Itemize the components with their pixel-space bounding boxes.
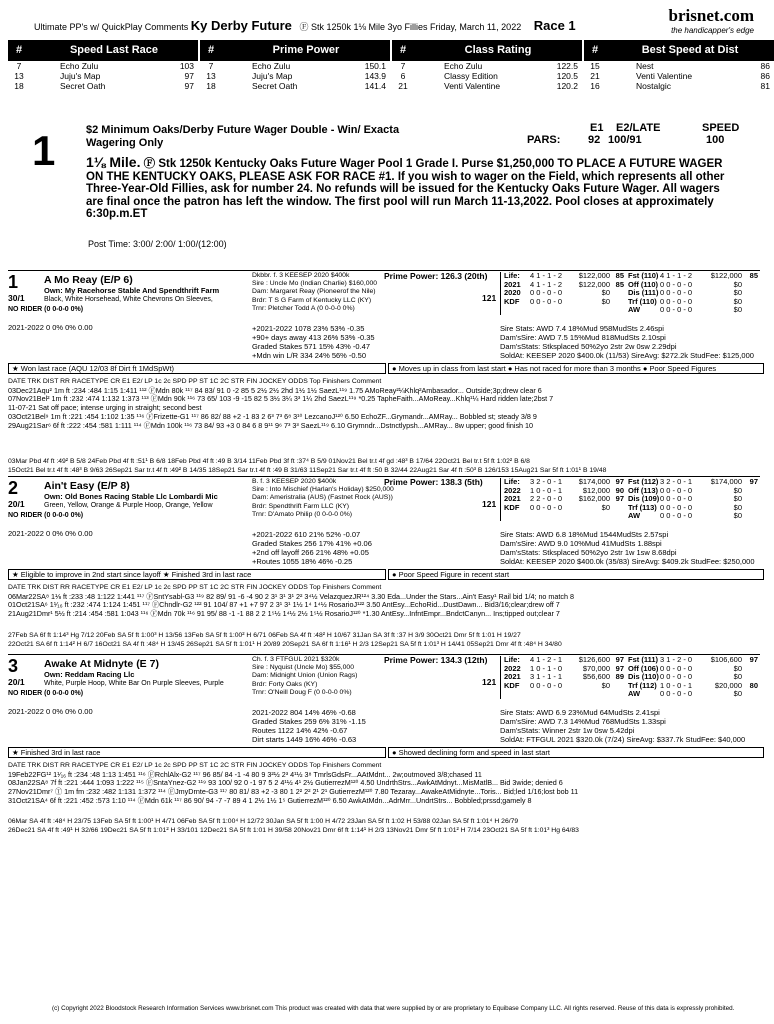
product-name: Ultimate PP's w/ QuickPlay Comments	[34, 22, 189, 32]
lifetime-record	[500, 478, 766, 521]
panel-row: 21 Venti Valentine 120.2	[398, 81, 578, 91]
positive-comments: ★ Finished 3rd in last race	[8, 747, 386, 758]
breeding-info: B. f. 3 KEESEP 2020 $400k Sire : Into Mischief (Harlan's Holiday) $250,000 Dam: Ameristralia (AUS) (Fastnet Rock (AUS)) Brdr: Spendthrift Farm LLC (KY) Trnr: D'Amato Philip (0 0-0-0 0%)	[252, 478, 394, 518]
pp-line: 19Feb22FG¹² 1¹⁄₁₆ ft :234 :48 1:13 1:451 ¹¹⁶ ⒻRchlAlx-G2 ¹¹⁷ 96 85/ 84 -1 -4 80 9 3²½ 2³ 4¹½ 3⁸ TmrlsGdsFr...AAtMdnt... 2w;outmoved 3/8;chased 11	[8, 769, 482, 779]
record-row: 2022 1 0 - 1 - 0 $70,000 97 Off (106) 0 0 - 0 - 0 $0	[504, 663, 742, 673]
prime-power: Prime Power: 138.3 (5th)	[384, 477, 483, 487]
horse-name: A Mo Reay (E/P 6)	[44, 274, 133, 286]
panel-row: 16 Nostalgic 81	[590, 81, 770, 91]
summary-panels	[8, 40, 774, 91]
negative-comments: ● Showed declining form and speed in last start	[388, 747, 764, 758]
workouts: 06Mar SA 4f ft :48⁴ H 23/75 13Feb SA 5f ft 1:00¹ H 4/71 06Feb SA 5f ft 1:00⁴ H 12/72 30Jan SA 5f ft 1:00 H 4/72 23Jan SA 5f ft 1:02 H 53/88 02Jan SA 5f ft 1:01⁴ H 26/79 26Dec21 SA 4f ft :49¹ H 32/66 19Dec21 SA 5f ft 1:01² H 33/101 12Dec21 SA 5f ft 1:01 H 39/58 20Nov21 Dmr 6f ft 1:14¹ H 2/3 13Nov21 Dmr 5f ft 1:01² H 7/14 23Oct21 SA 5f ft 1:01³ Hg 64/83	[8, 818, 579, 834]
record-row: Life: 3 2 - 0 - 1 $174,000 97 Fst (112) 3 2 - 0 - 1 $174,000 97	[504, 477, 758, 486]
pp-line: 31Oct21SA⁴ 6f ft :221 :452 :573 1:10 ¹¹⁴ ⒻMdn 61k ¹¹⁷ 86 90/ 94 -7 -7 89 4 1 2½ 1½ 1⁵ GutierrezM¹²⁰ 6.50 AwkAtMdn...AdrMrr...UndrtStrs... Bobbled;prssd;gamely 8	[8, 795, 532, 805]
record-row: AW 0 0 - 0 - 0 $0	[628, 689, 742, 699]
morning-line-odds: 20/1	[8, 677, 25, 687]
morning-line-odds: 20/1	[8, 499, 25, 509]
conditions-text: Ⓕ Stk 1250k Kentucky Oaks Future Wager Pool 1 Grade I. Purse $1,250,000 TO PLACE A FUTURE WAGER ON THE KENTUCKY OAKS, PLEASE ASK FOR RACE #1. If you wish to wager on the Field, which represents all other Three-Year-Old Fillies, ask for number 24. No refunds will be issued for the Kentucky Oaks Future Wager. All wagers are final once the patron has left the window. The first pool will run March 11-13,2022. Pool closes at approximately 6:30p.m.ET	[86, 158, 725, 220]
panel-title: Prime Power	[272, 44, 340, 57]
owner: Own: Reddam Racing Llc	[44, 670, 135, 679]
race-label: Race 1	[533, 18, 576, 33]
pp-line: 07Nov21Bel² 1m ft :232 :474 1:132 1:373 ¹¹³ ⒻMdn 90k ¹¹⁶ 73 65/ 103 -9 -15 82 5 3½ 3¼ 3³ 1¼ 2hd SaezL¹¹⁹ *0.25 TapheFaith...AMoReay...Khlq¹¼ Hard ridden late;2bst 7	[8, 394, 554, 404]
horse-name: Awake At Midnyte (E 7)	[44, 658, 159, 670]
workouts: 03Mar Pbd 4f ft :49² B 5/8 24Feb Pbd 4f ft :51¹ B 6/8 18Feb Pbd 4f ft :49 B 3/14 11Feb Pbd 3f ft :37⁴ B 5/9 01Nov21 Bel tr.t 4f gd :48³ B 17/64 22Oct21 Bel tr.t 5f ft 1:02² B 6/8 15Oct21 Bel tr.t 4f ft :48³ B 9/63 26Sep21 Sar tr.t 4f ft :49² B 14/35 18Sep21 Sar tr.t 4f ft :49 B 31/63 11Sep21 Sar tr.t 4f ft :50 B 32/44 22Aug21 Sar 4f ft :50³ B 126/153 15Aug21 Sar 5f ft 1:01¹ B 19/48	[8, 458, 607, 474]
panel-class-rating: # Class Rating 7 Echo Zulu 122.5 6 Classy Edition 120.5 21 Venti Valentine 120.2	[392, 40, 582, 91]
panel-best-speed: # Best Speed at Dist 15 Nest 86 21 Venti Valentine 86 16 Nostalgic 81	[584, 40, 774, 91]
record-row: 2021 2 2 - 0 - 0 $162,000 97 Dis (109) 0 0 - 0 - 0 $0	[504, 494, 742, 504]
record-row: KDF 0 0 - 0 - 0 $0 Trf (112) 1 0 - 0 - 1 $20,000 80	[504, 680, 758, 690]
pp-line: 03Dec21Aqu² 1m ft :234 :484 1:15 1:411 ¹¹² ⒻMdn 80k ¹¹⁷ 84 83/ 91 0 -2 85 5 2½ 2½ 2hd 1½ 1½ SaezL¹¹⁹ 1.75 AMoReay²¼Khlq²Ambasador... Outside;3p;drew clear 6	[8, 385, 542, 395]
par-headers: E1 E2/LATE SPEED	[590, 122, 740, 134]
record-row: Life: 4 1 - 2 - 1 $126,600 97 Fst (111) 3 1 - 2 - 0 $106,600 97	[504, 655, 758, 664]
panel-title: Best Speed at Dist	[641, 44, 739, 57]
pedigree-stats: Sire Stats: AWD 7.4 18%Mud 958MudSts 2.46spi Dam'sSire: AWD 7.5 15%Mud 818MudSts 2.10spi Dam'sStats: Stksplaced 50%2yo 2str 2w 0sw 2.29dpi SoldAt: KEESEP 2020 $400.0k (11/53) SireAvg: $272.2k StudFee: $125,000	[500, 324, 754, 360]
horse-number: 1	[8, 272, 19, 292]
pp-line: 03Oct21Bel⁹ 1m ft :221 :454 1:102 1:35 ¹¹⁶ ⒻFrizette-G1 ¹¹⁷ 86 82/ 88 +2 -1 83 2 6³ 7³ 6⁸ 3¹⁰ LezcanoJ¹²⁰ 6.50 EchoZF...Grymandr...AMRay... Bobbled st; steady 3/8 9	[8, 411, 537, 421]
pp-header: DATE TRK DIST RR RACETYPE CR E1 E2/ LP 1c 2c SPD PP ST 1C 2C STR FIN JOCKEY ODDS Top Finishers Comment	[8, 762, 382, 769]
horse-number: 3	[8, 656, 19, 676]
panel-speed-last-race: # Speed Last Race 7 Echo Zulu 103 13 Juju's Map 97 18 Secret Oath 97	[8, 40, 198, 91]
panel-row: 7 Echo Zulu 150.1	[208, 61, 386, 71]
pp-line: 11-07-21 Sat off pace; intense urging in straight; second best	[8, 403, 202, 413]
lifetime-record	[500, 656, 766, 699]
panel-prime-power: # Prime Power 7 Echo Zulu 150.1 13 Juju's Map 143.9 18 Secret Oath 141.4	[200, 40, 390, 91]
record-row: KDF 0 0 - 0 - 0 $0 Trf (113) 0 0 - 0 - 0 $0	[504, 502, 742, 512]
record-row: AW 0 0 - 0 - 0 $0	[628, 511, 742, 521]
silks: Green, Yellow, Orange & Purple Hoop, Orange, Yellow	[44, 502, 213, 509]
brand-tagline: the handicapper's edge	[671, 25, 754, 35]
jockey-year-stats: 2021-2022 0 0% 0% 0.00	[8, 323, 93, 332]
prime-power: Prime Power: 126.3 (20th)	[384, 271, 488, 281]
record-row: Life: 4 1 - 1 - 2 $122,000 85 Fst (110) 4 1 - 1 - 2 $122,000 85	[504, 271, 758, 280]
wager-text: $2 Minimum Oaks/Derby Future Wager Double - Win/ Exacta Wagering Only	[86, 124, 400, 149]
panel-row: 13 Juju's Map 143.9	[206, 71, 386, 81]
pp-line: 06Mar22SA⁸ 1⅛ ft :233 :48 1:122 1:441 ¹¹⁷ ⒻSntYsabl-G3 ¹¹⁹ 82 89/ 91 -6 -4 90 2 3¹ 3¹ 3¹ 2² 3⁴½ VelazquezJR¹²⁴ 3.30 Eda...Under the Stars...Ain't Easy¹ Rail bid 1/4; no match 8	[8, 591, 574, 601]
weight: 121	[482, 293, 497, 303]
header-line	[34, 19, 576, 34]
prime-power: Prime Power: 134.3 (12th)	[384, 655, 488, 665]
pp-header: DATE TRK DIST RR RACETYPE CR E1 E2/ LP 1c 2c SPD PP ST 1C 2C STR FIN JOCKEY ODDS Top Finishers Comment	[8, 378, 382, 385]
pp-line: 01Oct21SA⁶ 1¹⁄₁₆ ft :232 :474 1:124 1:451 ¹¹⁷ ⒻChndlr-G2 ¹²² 91 104/ 87 +1 +7 97 2 3¹ 3¹ 1½ 1⁴ 1⁴½ RosarioJ¹²² 3.50 AntEsy...EchoRid...DustDawn... Bid3/16;clear;drew off 7	[8, 600, 560, 610]
jockey-year-stats: 2021-2022 0 0% 0% 0.00	[8, 707, 93, 716]
record-row: KDF 0 0 - 0 - 0 $0 Trf (110) 0 0 - 0 - 0 $0	[504, 296, 742, 306]
panel-row: 6 Classy Edition 120.5	[400, 71, 578, 81]
pp-line: 21Aug21Dmr¹ 5½ ft :214 :454 :581 1:043 ¹¹⁶ ⒻMdn 70k ¹¹⁶ 91 95/ 88 -1 -1 88 2 2 1⁵½ 1⁴½ 2½ 1⁵½ RosarioJ¹²⁰ *1.30 AntEsy...InfntEmpr...BndctCanyn... Ins;tipped out;clear 7	[8, 609, 560, 619]
owner: Own: Old Bones Racing Stable Llc Lombardi Mic	[44, 492, 218, 501]
breeding-info: Ch. f. 3 FTFGUL 2021 $320k Sire : Nyquist (Uncle Mo) $55,000 Dam: Midnight Union (Union Rags) Brdr: Forty Oaks (KY) Trnr: O'Neill Doug F (0 0-0-0 0%)	[252, 656, 358, 696]
trainer-stats: 2021-2022 804 14% 46% -0.68 Graded Stakes 259 6% 31% -1.15 Routes 1122 14% 42% -0.67 Dirt starts 1449 16% 46% -0.63	[252, 708, 366, 744]
pedigree-stats: Sire Stats: AWD 6.8 18%Mud 1544MudSts 2.57spi Dam'sSire: AWD 9.0 10%Mud 41MudSts 1.88spi Dam'sStats: Stksplaced 50%2yo 2str 1w 1sw 8.68dpi SoldAt: KEESEP 2020 $400.0k (35/83) SireAvg: $409.2k StudFee: $250,000	[500, 530, 755, 566]
race-distance: 1⅛ Mile.	[86, 154, 141, 170]
record-row: 2021 3 1 - 1 - 1 $56,600 89 Dis (110) 0 0 - 0 - 0 $0	[504, 672, 742, 682]
pedigree-stats: Sire Stats: AWD 6.9 23%Mud 64MudSts 2.41spi Dam'sSire: AWD 7.3 14%Mud 768MudSts 1.33spi Dam'sStats: Winner 2str 1w 0sw 5.42dpi SoldAt: FTFGUL 2021 $320.0k (7/24) SireAvg: $337.7k StudFee: $40,000	[500, 708, 746, 744]
panel-title: Speed Last Race	[69, 44, 159, 57]
weight: 121	[482, 499, 497, 509]
panel-row: 13 Juju's Map 97	[14, 71, 194, 81]
horse-name: Ain't Easy (E/P 8)	[44, 480, 130, 492]
brand-name: brisnet.com	[668, 6, 754, 25]
panel-row: 15 Nest 86	[590, 61, 770, 71]
panel-title: Class Rating	[464, 44, 532, 57]
horse-number: 2	[8, 478, 19, 498]
post-time: Post Time: 3:00/ 2:00/ 1:00/(12:00)	[88, 239, 227, 249]
rider: NO RIDER (0 0-0-0 0%)	[8, 306, 84, 313]
panel-row: 7 Echo Zulu 103	[16, 61, 194, 71]
negative-comments: ● Moves up in class from last start ● Has not raced for more than 3 months ● Poor Speed Figures	[388, 363, 764, 374]
event-title: Ky Derby Future	[190, 18, 292, 33]
past-performances	[8, 584, 574, 619]
jockey-year-stats: 2021-2022 0 0% 0% 0.00	[8, 529, 93, 538]
brand	[669, 6, 754, 35]
panel-row: 18 Secret Oath 97	[14, 81, 194, 91]
pp-header: DATE TRK DIST RR RACETYPE CR E1 E2/ LP 1c 2c SPD PP ST 1C 2C STR FIN JOCKEY ODDS Top Finishers Comment	[8, 584, 382, 591]
silks: Black, White Horsehead, White Chevrons On Sleeves,	[44, 296, 213, 303]
morning-line-odds: 30/1	[8, 293, 25, 303]
trainer-stats: +2021-2022 1078 23% 53% -0.35 +90+ days away 413 26% 53% -0.35 Graded Stakes 571 15% 43% -0.47 +Mdn win L/R 334 24% 56% -0.50	[252, 324, 375, 360]
horse-entry-3	[8, 656, 764, 856]
panel-row: 7 Echo Zulu 122.5	[400, 61, 578, 71]
silks: White, Purple Hoop, White Bar On Purple Sleeves, Purple	[44, 680, 224, 687]
positive-comments: ★ Won last race (AQU 12/03 8f Dirt ft 1MdSpWt)	[8, 363, 386, 374]
rider: NO RIDER (0 0-0-0 0%)	[8, 512, 84, 519]
owner: Own: My Racehorse Stable And Spendthrift Farm	[44, 286, 220, 295]
par-values: 92 100/91 100	[588, 134, 725, 146]
panel-row: 21 Venti Valentine 86	[590, 71, 770, 81]
positive-comments: ★ Eligible to improve in 2nd start since layoff ★ Finished 3rd in last race	[8, 569, 386, 580]
breeding-info: Dkbbr. f. 3 KEESEP 2020 $400k Sire : Uncle Mo (Indian Charlie) $160,000 Dam: Margaret Reay (Pioneerof the Nile) Brdr: T S G Farm of Kentucky LLC (KY) Trnr: Pletcher Todd A (0 0-0-0 0%)	[252, 272, 378, 312]
negative-comments: ● Poor Speed Figure in recent start	[388, 569, 764, 580]
panel-row: 18 Secret Oath 141.4	[206, 81, 386, 91]
pp-line: 29Aug21Sar⁶ 6f ft :222 :454 :581 1:111 ¹¹⁴ ⒻMdn 100k ¹¹⁶ 73 84/ 93 +3 0 84 6 8 9¹¹ 9⁶ 7³ 3³ SaezL¹¹⁹ 6.10 Grymndr...Dstnctlypsh...AMRay... 8w upper; good finish 10	[8, 420, 534, 430]
record-row: 2021 4 1 - 1 - 2 $122,000 85 Off (110) 0 0 - 0 - 0 $0	[504, 279, 742, 289]
lifetime-record	[500, 272, 766, 315]
trainer-stats: +2021-2022 610 21% 52% -0.07 Graded Stakes 256 17% 41% +0.06 +2nd off layoff 266 21% 48% +0.05 +Routes 1055 18% 46% -0.25	[252, 530, 372, 566]
copyright-footer: (c) Copyright 2022 Bloodstock Research Information Services www.brisnet.com This product was created with data that were supplied by or are proprietary to Equibase Company LLC. All rights reserved. Reuse of this data is expressly prohibited.	[52, 1005, 735, 1012]
race-info: Ⓕ Stk 1250k 1⅛ Mile 3yo Fillies Friday, March 11, 2022	[299, 22, 522, 32]
past-performances	[8, 762, 578, 806]
record-row: 2020 0 0 - 0 - 0 $0 Dis (111) 0 0 - 0 - 0 $0	[504, 288, 742, 298]
pp-line: 08Jan22SA⁸ 7f ft :221 :444 1:093 1:222 ¹¹⁵ ⒻSntaYnez-G2 ¹¹⁹ 93 100/ 92 0 -1 97 5 2 4¹½ 4¹ 2½ GutierrezM¹²⁰ 4.50 UndrthStrs...AwkAtMdnyt...MisMatlB... Bid 3wide; denied 6	[8, 778, 563, 788]
weight: 121	[482, 677, 497, 687]
horse-entry-1	[8, 272, 764, 480]
rider: NO RIDER (0 0-0-0 0%)	[8, 690, 84, 697]
record-row: 2022 1 0 - 0 - 1 $12,000 90 Off (113) 0 0 - 0 - 0 $0	[504, 485, 742, 495]
race-conditions	[86, 156, 726, 221]
pars-label: PARS:	[527, 134, 561, 146]
race-number: 1	[32, 127, 56, 174]
workouts: 27Feb SA 6f ft 1:14³ Hg 7/12 20Feb SA 5f ft 1:00³ H 13/56 13Feb SA 5f ft 1:00² H 6/71 06Feb SA 4f ft :48² H 10/67 31Jan SA 3f ft :37 H 3/9 30Oct21 Dmr 5f ft 1:01 H 19/27 22Oct21 SA 6f ft 1:14² H 6/7 16Oct21 SA 4f ft :48⁴ H 13/45 26Sep21 SA 5f ft 1:01¹ H 20/89 20Sep21 SA 6f ft 1:16¹ H 2/3 12Sep21 SA 5f ft 1:01³ H 14/41 05Sep21 Dmr 4f ft :48⁴ H 34/80	[8, 632, 562, 648]
record-row: AW 0 0 - 0 - 0 $0	[628, 305, 742, 315]
past-performances	[8, 378, 553, 430]
pp-line: 27Nov21Dmr⁷ Ⓣ 1m fm :232 :482 1:131 1:372 ¹¹⁴ ⒻJmyDrnte-G3 ¹¹⁷ 80 81/ 83 +2 -3 80 1 2² 2² 2¹ 2¹ GutierrezM¹²⁰ 7.80 Tezaray...AwakeAtMidnyte...Toris... Bid;led 1/16;lost bob 11	[8, 787, 579, 797]
